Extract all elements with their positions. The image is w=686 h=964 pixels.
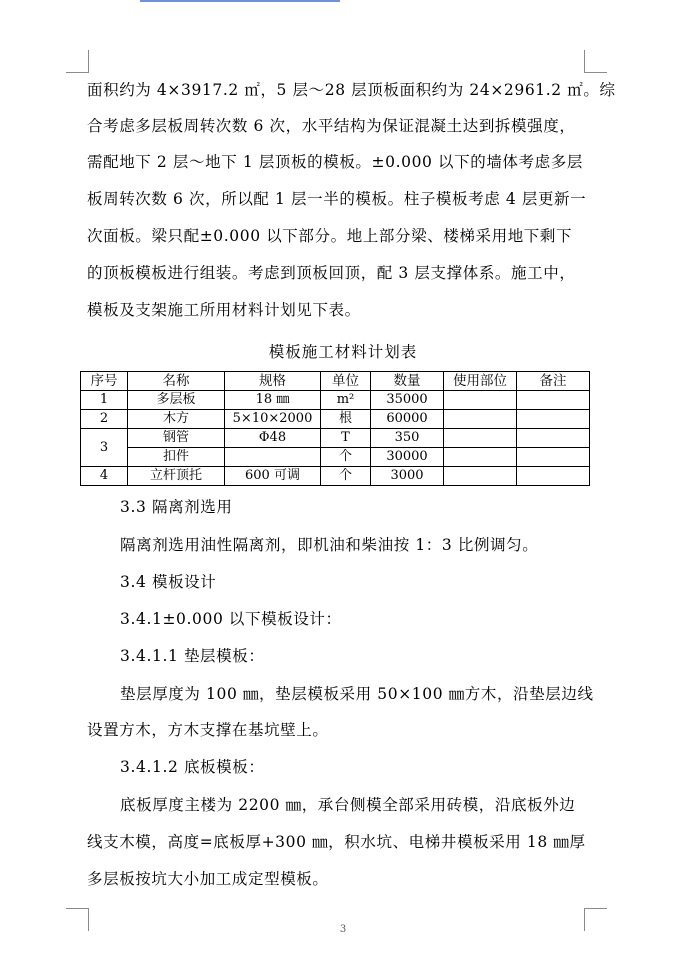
intro-line: 板周转次数 6 次，所以配 1 层一半的模板。柱子模板考虑 4 层更新一 bbox=[87, 190, 587, 208]
cell-use bbox=[444, 391, 517, 410]
cell-name: 木方 bbox=[128, 410, 225, 429]
cell-unit: 根 bbox=[321, 410, 371, 429]
cell-spec: 600 可调 bbox=[225, 467, 321, 486]
section-heading-3-4: 3.4 模板设计 bbox=[120, 573, 217, 591]
cell-use bbox=[444, 467, 517, 486]
cell-unit: T bbox=[321, 429, 371, 448]
header-cell: 规格 bbox=[225, 372, 321, 391]
subsection-heading-3-4-1: 3.4.1±0.000 以下模板设计： bbox=[120, 610, 342, 628]
body-line: 底板厚度主楼为 2200 ㎜，承台侧模全部采用砖模，沿底板外边 bbox=[120, 796, 576, 814]
body-line: 设置方木，方木支撑在基坑壁上。 bbox=[87, 721, 329, 739]
cell-note bbox=[517, 467, 590, 486]
table-header-row bbox=[81, 372, 590, 391]
table-row bbox=[81, 448, 590, 467]
cell-qty: 35000 bbox=[371, 391, 444, 410]
cell-unit: 个 bbox=[321, 448, 371, 467]
cell-use bbox=[444, 429, 517, 448]
top-edge-accent bbox=[140, 0, 340, 2]
cell-spec: 5×10×2000 bbox=[225, 410, 321, 429]
body-line: 多层板按坑大小加工成定型模板。 bbox=[87, 870, 329, 888]
cell-qty: 30000 bbox=[371, 448, 444, 467]
header-cell: 单位 bbox=[321, 372, 371, 391]
subsection-heading-3-4-1-2: 3.4.1.2 底板模板： bbox=[120, 758, 265, 776]
header-cell: 使用部位 bbox=[444, 372, 517, 391]
cell-spec: 18 ㎜ bbox=[225, 391, 321, 410]
cell-use bbox=[444, 410, 517, 429]
material-plan-table bbox=[80, 371, 590, 486]
cell-name: 多层板 bbox=[128, 391, 225, 410]
header-cell: 备注 bbox=[517, 372, 590, 391]
cell-unit: 个 bbox=[321, 467, 371, 486]
header-cell: 序号 bbox=[81, 372, 128, 391]
cell-qty: 350 bbox=[371, 429, 444, 448]
page-number: 3 bbox=[339, 924, 347, 935]
cell-qty: 60000 bbox=[371, 410, 444, 429]
intro-line: 面积约为 4×3917.2 ㎡，5 层～28 层顶板面积约为 24×2961.2 ㎡。综 bbox=[87, 81, 616, 99]
subsection-heading-3-4-1-1: 3.4.1.1 垫层模板： bbox=[120, 647, 265, 665]
cell-note bbox=[517, 391, 590, 410]
cell-use bbox=[444, 448, 517, 467]
cell-name: 扣件 bbox=[128, 448, 225, 467]
body-line: 垫层厚度为 100 ㎜，垫层模板采用 50×100 ㎜方木，沿垫层边线 bbox=[120, 685, 594, 703]
cell-name: 钢管 bbox=[128, 429, 225, 448]
cell-spec bbox=[225, 448, 321, 467]
header-cell: 名称 bbox=[128, 372, 225, 391]
intro-line: 次面板。梁只配±0.000 以下部分。地上部分梁、楼梯采用地下剩下 bbox=[87, 227, 573, 245]
body-line: 线支木模，高度=底板厚+300 ㎜，积水坑、电梯井模板采用 18 ㎜厚 bbox=[87, 833, 586, 851]
cell-name: 立杆顶托 bbox=[128, 467, 225, 486]
section-3-3-text: 隔离剂选用油性隔离剂，即机油和柴油按 1：3 比例调匀。 bbox=[120, 536, 539, 554]
cell-unit: m² bbox=[321, 391, 371, 410]
table-row bbox=[81, 410, 590, 429]
table-row bbox=[81, 429, 590, 448]
cell-no: 1 bbox=[81, 391, 128, 410]
intro-line: 合考虑多层板周转次数 6 次，水平结构为保证混凝土达到拆模强度， bbox=[87, 117, 576, 135]
cell-spec: Φ48 bbox=[225, 429, 321, 448]
header-cell: 数量 bbox=[371, 372, 444, 391]
crop-mark-top-right bbox=[584, 50, 607, 73]
intro-line: 的顶板模板进行组装。考虑到顶板回顶，配 3 层支撑体系。施工中， bbox=[87, 264, 576, 282]
cell-no: 4 bbox=[81, 467, 128, 486]
cell-note bbox=[517, 429, 590, 448]
section-heading-3-3: 3.3 隔离剂选用 bbox=[120, 498, 233, 516]
table-row bbox=[81, 391, 590, 410]
table-title: 模板施工材料计划表 bbox=[268, 343, 418, 361]
crop-mark-top-left bbox=[66, 50, 89, 73]
cell-note bbox=[517, 448, 590, 467]
intro-line: 模板及支架施工所用材料计划见下表。 bbox=[87, 301, 361, 319]
cell-qty: 3000 bbox=[371, 467, 444, 486]
table-row bbox=[81, 467, 590, 486]
cell-no: 3 bbox=[81, 429, 128, 467]
cell-note bbox=[517, 410, 590, 429]
cell-no: 2 bbox=[81, 410, 128, 429]
intro-line: 需配地下 2 层～地下 1 层顶板的模板。±0.000 以下的墙体考虑多层 bbox=[87, 153, 583, 171]
